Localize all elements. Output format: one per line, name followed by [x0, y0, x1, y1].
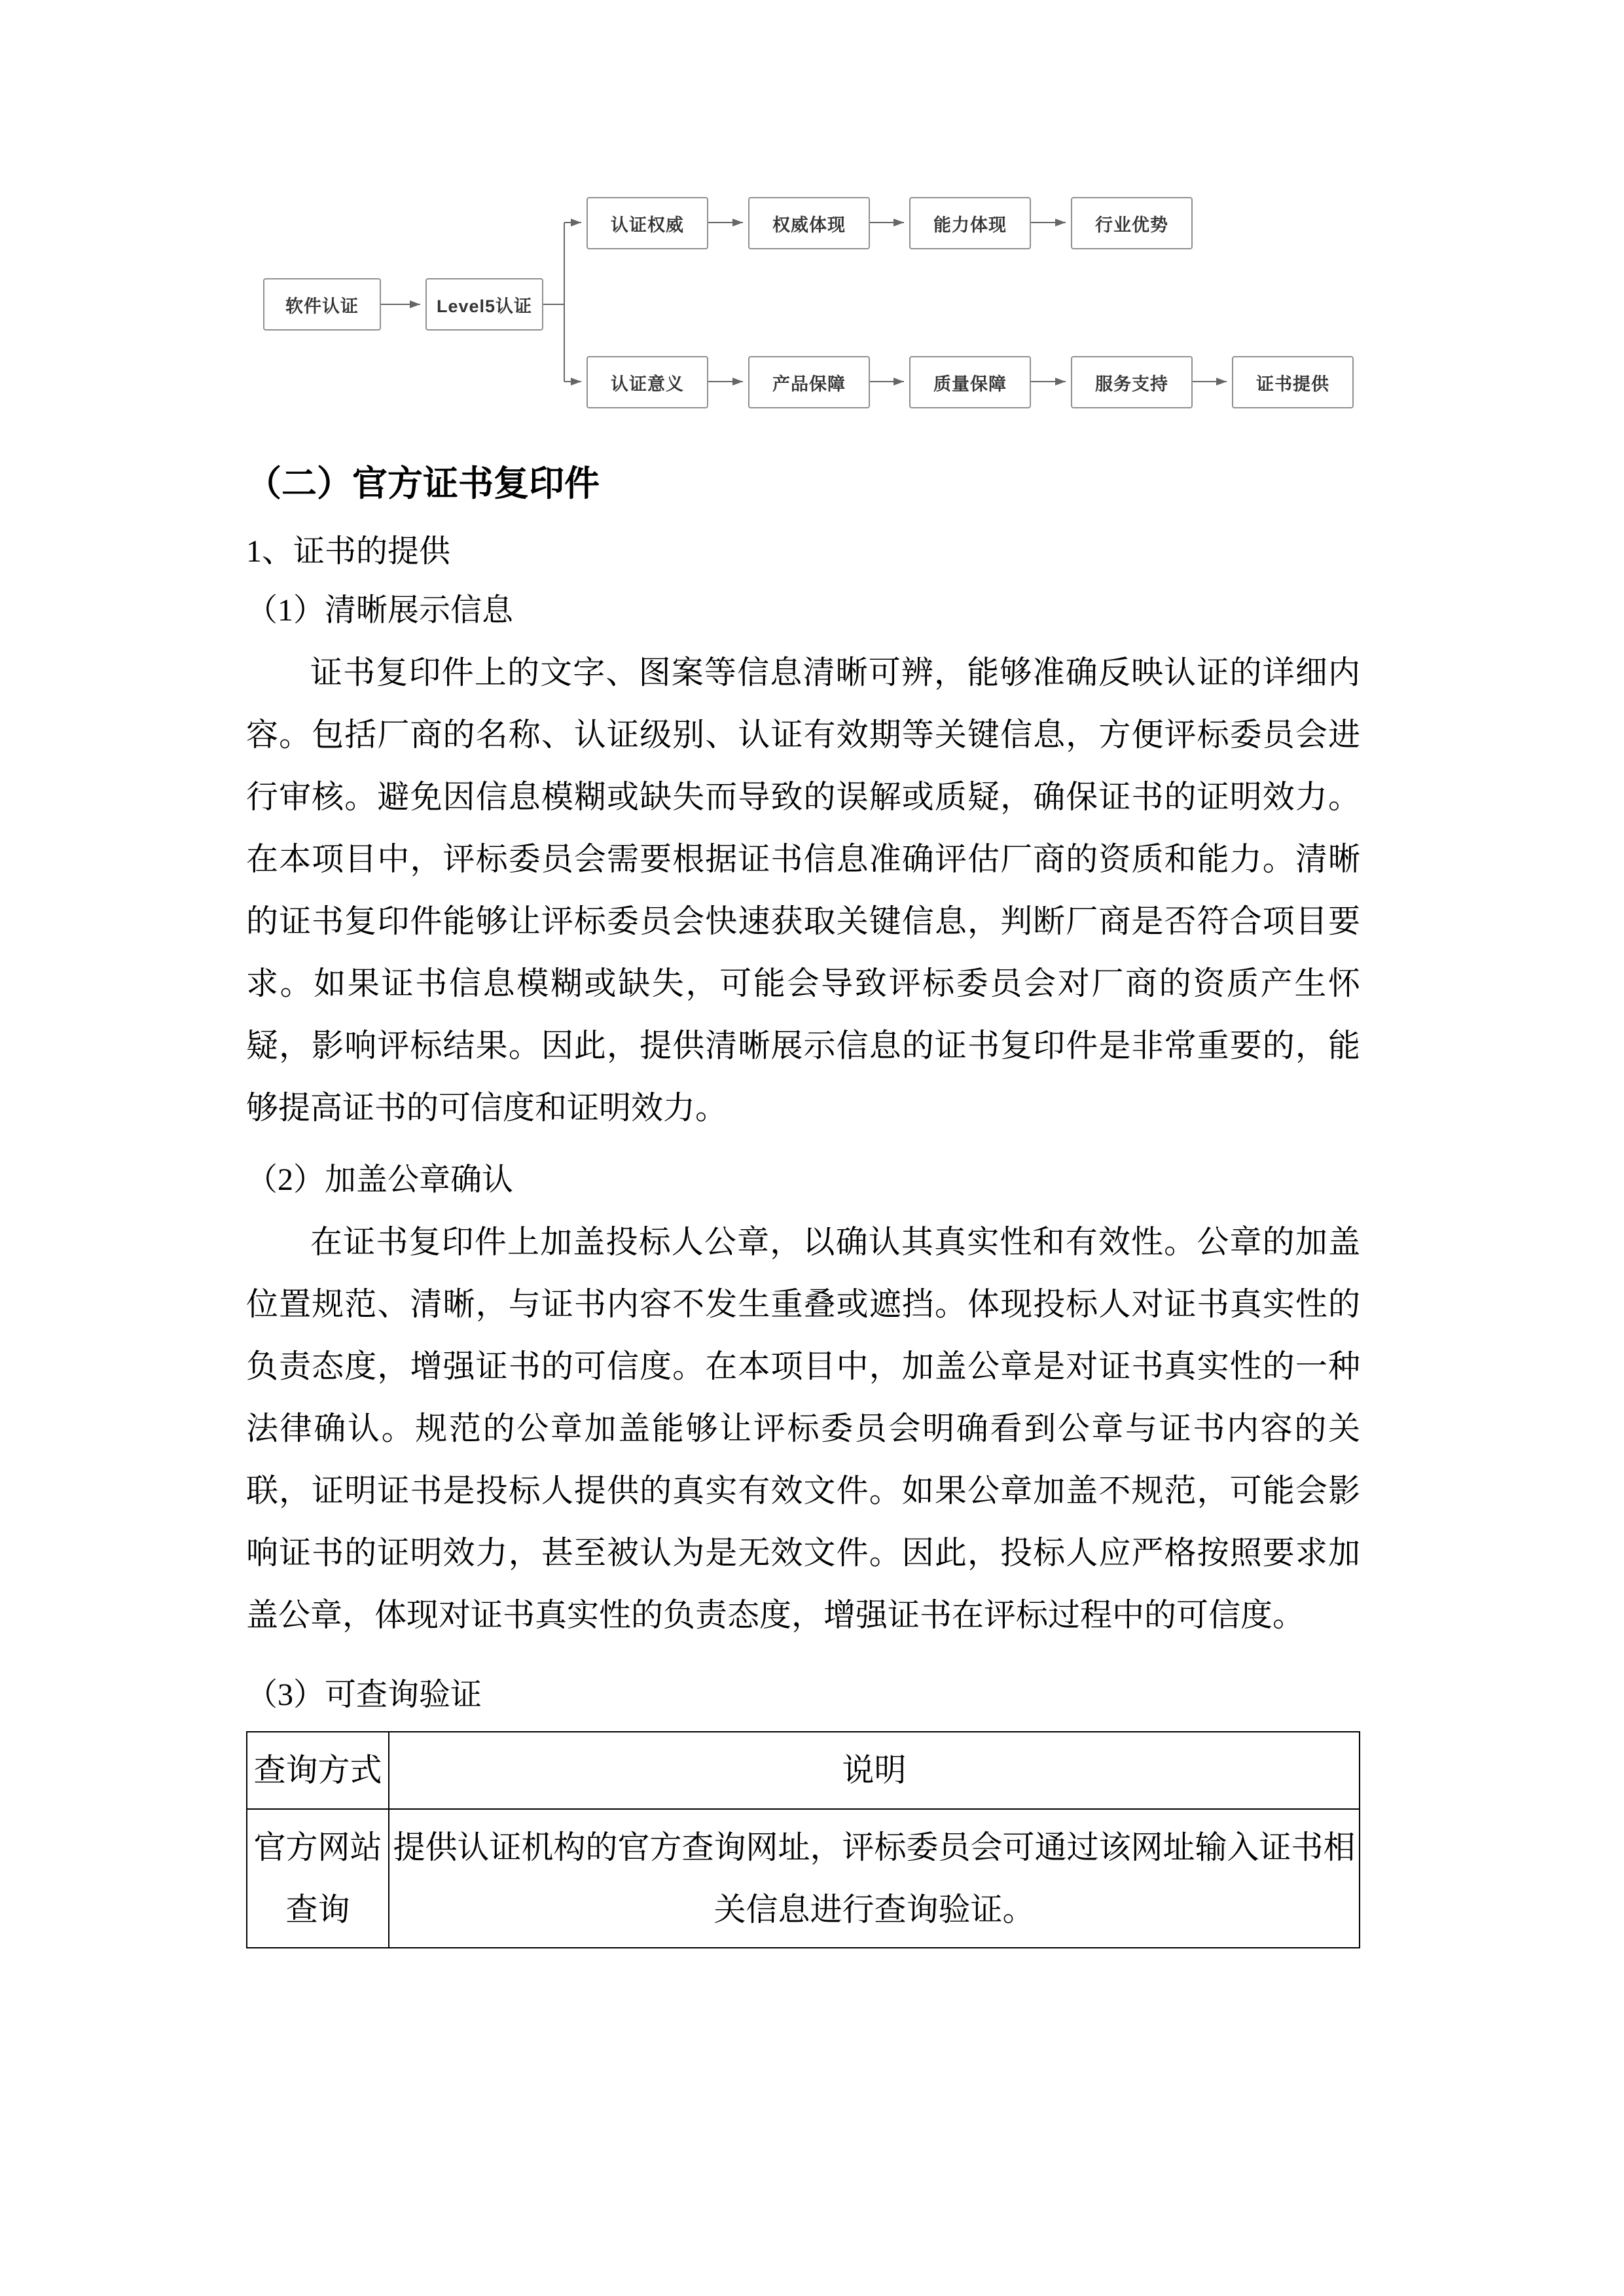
paragraph-official-seal: 在证书复印件上加盖投标人公章，以确认其真实性和有效性。公章的加盖位置规范、清晰，与证书内容不发生重叠或遮挡。体现投标人对证书真实性的负责态度，增强证书的可信度。在本项目中，加盖公章是对证书真实性的一种法律确认。规范的公章加盖能够让评标委员会明确看到公章与证书内容的关联，证明证书是投标人提供的真实有效文件。如果公章加盖不规范，可能会影响证书的证明效力，甚至被认为是无效文件。因此，投标人应严格按照要求加盖公章，体现对证书真实性的负责态度，增强证书在评标过程中的可信度。 [246, 1224, 1360, 1633]
subheading-certificate-provision: 1、证书的提供 [246, 534, 451, 569]
paragraph-clear-info: 证书复印件上的文字、图案等信息清晰可辨，能够准确反映认证的详细内容。包括厂商的名称、认证级别、认证有效期等关键信息，方便评标委员会进行审核。避免因信息模糊或缺失而导致的误解或质疑，确保证书的证明效力。在本项目中，评标委员会需要根据证书信息准确评估厂商的资质和能力。清晰的证书复印件能够让评标委员会快速获取关键信息，判断厂商是否符合项目要求。如果证书信息模糊或缺失，可能会导致评标委员会对厂商的资质产生怀疑，影响评标结果。因此，提供清晰展示信息的证书复印件是非常重要的，能够提高证书的可信度和证明效力。 [246, 655, 1360, 1126]
flowchart-node-authority-shown: 权威体现 [748, 197, 870, 249]
flowchart-node-quality-assurance: 质量保障 [909, 356, 1031, 408]
table-header-row [247, 1732, 1360, 1809]
subheading-official-seal: （2）加盖公章确认 [246, 1162, 514, 1197]
flowchart-node-cert-meaning: 认证意义 [586, 356, 708, 408]
table-header-query-method: 查询方式 [247, 1732, 389, 1809]
table-cell-query-method: 官方网站查询 [247, 1809, 389, 1948]
table-row [247, 1809, 1360, 1948]
table-header-description: 说明 [389, 1732, 1360, 1809]
flowchart-node-product-assurance: 产品保障 [748, 356, 870, 408]
flowchart-node-capability-shown: 能力体现 [909, 197, 1031, 249]
flowchart-node-industry-advantage: 行业优势 [1071, 197, 1193, 249]
flowchart-node-level5-cert: Level5认证 [425, 278, 543, 331]
flowchart-node-cert-provided: 证书提供 [1232, 356, 1354, 408]
subheading-clear-info: （1）清晰展示信息 [246, 593, 514, 628]
section-heading: （二）官方证书复印件 [246, 464, 600, 503]
document-body [246, 461, 1360, 1948]
flowchart-node-service-support: 服务支持 [1071, 356, 1193, 408]
flowchart-node-software-cert: 软件认证 [263, 278, 381, 331]
verification-table [246, 1731, 1360, 1948]
flowchart-node-cert-authority: 认证权威 [586, 197, 708, 249]
certification-flowchart [0, 0, 1624, 432]
table-cell-description: 提供认证机构的官方查询网址，评标委员会可通过该网址输入证书相关信息进行查询验证。 [389, 1809, 1360, 1948]
subheading-verification: （3）可查询验证 [246, 1677, 482, 1712]
